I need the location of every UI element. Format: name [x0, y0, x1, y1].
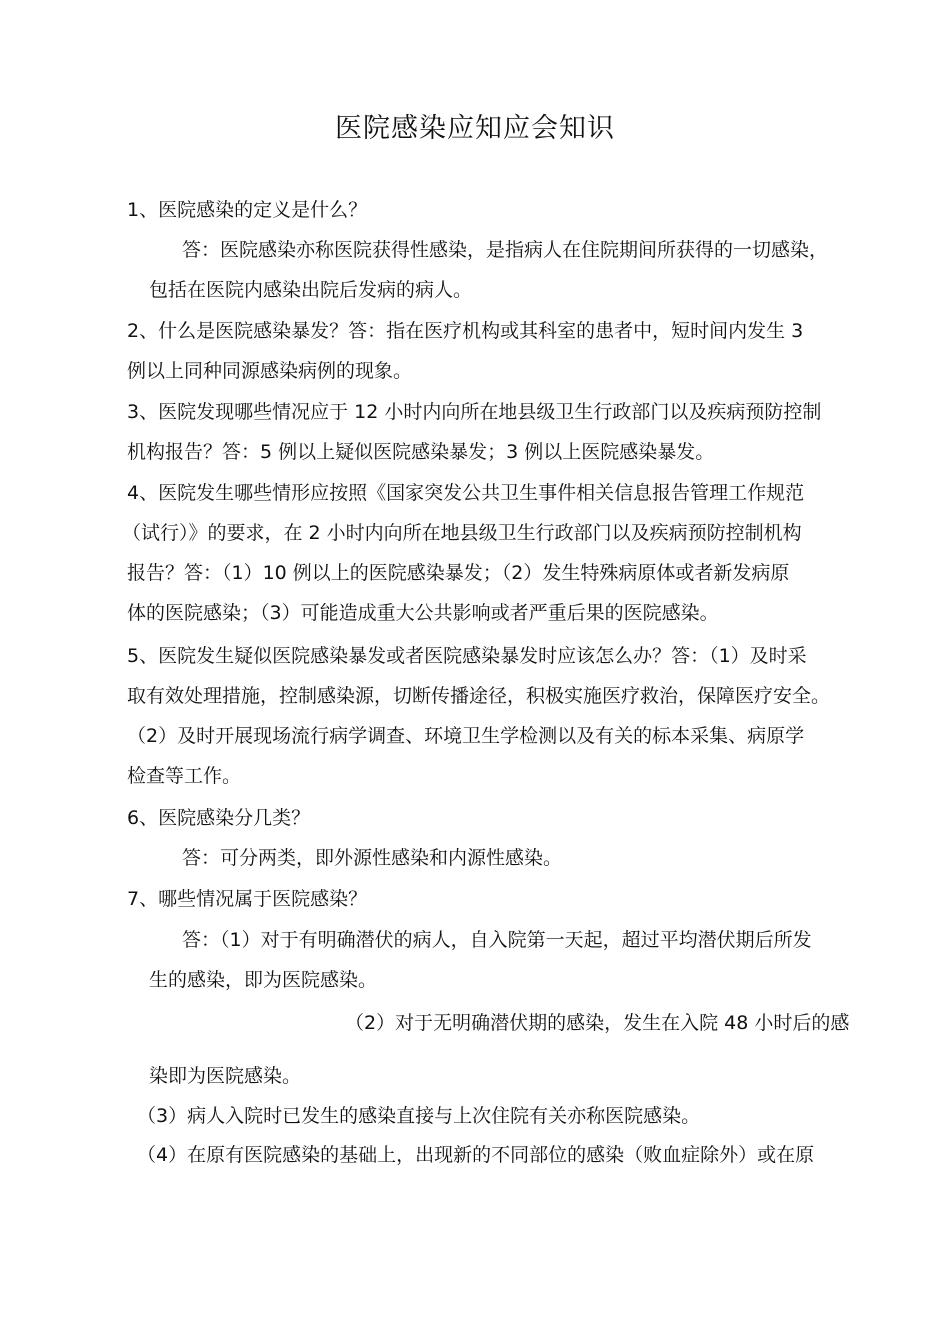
q5-line-4: 检查等工作。 [127, 765, 242, 787]
q1-question: 1、医院感染的定义是什么？ [127, 199, 368, 221]
document-title: 医院感染应知应会知识 [335, 113, 615, 144]
q6-answer: 答：可分两类，即外源性感染和内源性感染。 [182, 847, 563, 869]
q5-line-1: 5、医院发生疑似医院感染暴发或者医院感染暴发时应该怎么办？答：（1）及时采 [127, 645, 807, 667]
q5-line-3: （2）及时开展现场流行病学调查、环境卫生学检测以及有关的标本采集、病原学 [127, 725, 805, 747]
q7-answer-line-6: （4）在原有医院感染的基础上，出现新的不同部位的感染（败血症除外）或在原 [137, 1144, 815, 1166]
q4-line-2: （试行）》的要求，在 2 小时内向所在地县级卫生行政部门以及疾病预防控制机构 [122, 522, 802, 544]
q3-line-1: 3、医院发现哪些情况应于 12 小时内向所在地县级卫生行政部门以及疾病预防控制 [127, 401, 822, 423]
q4-line-4: 体的医院感染；（3）可能造成重大公共影响或者严重后果的医院感染。 [127, 602, 719, 624]
q5-line-2: 取有效处理措施，控制感染源，切断传播途径，积极实施医疗救治，保障医疗安全。 [127, 685, 831, 707]
q2-line-2: 例以上同种同源感染病例的现象。 [127, 360, 413, 382]
q1-answer-line-2: 包括在医院内感染出院后发病的病人。 [149, 279, 473, 301]
q2-line-1: 2、什么是医院感染暴发？答：指在医疗机构或其科室的患者中，短时间内发生 3 [127, 320, 804, 342]
q1-answer-line-1: 答：医院感染亦称医院获得性感染，是指病人在住院期间所获得的一切感染， [182, 239, 829, 261]
q7-answer-line-4: 染即为医院感染。 [149, 1065, 302, 1087]
q7-question: 7、哪些情况属于医院感染？ [127, 888, 368, 910]
q3-line-2: 机构报告？答：5 例以上疑似医院感染暴发；3 例以上医院感染暴发。 [127, 441, 715, 463]
q7-answer-line-5: （3）病人入院时已发生的感染直接与上次住院有关亦称医院感染。 [137, 1105, 701, 1127]
q4-line-1: 4、医院发生哪些情形应按照《国家突发公共卫生事件相关信息报告管理工作规范 [127, 482, 805, 504]
q7-answer-line-2: 生的感染，即为医院感染。 [149, 969, 378, 991]
q7-answer-line-1: 答：（1）对于有明确潜伏的病人，自入院第一天起，超过平均潜伏期后所发 [182, 929, 812, 951]
q7-answer-line-3: （2）对于无明确潜伏期的感染，发生在入院 48 小时后的感 [345, 1012, 850, 1034]
q4-line-3: 报告？答：（1）10 例以上的医院感染暴发；（2）发生特殊病原体或者新发病原 [127, 562, 790, 584]
q6-question: 6、医院感染分几类？ [127, 807, 311, 829]
